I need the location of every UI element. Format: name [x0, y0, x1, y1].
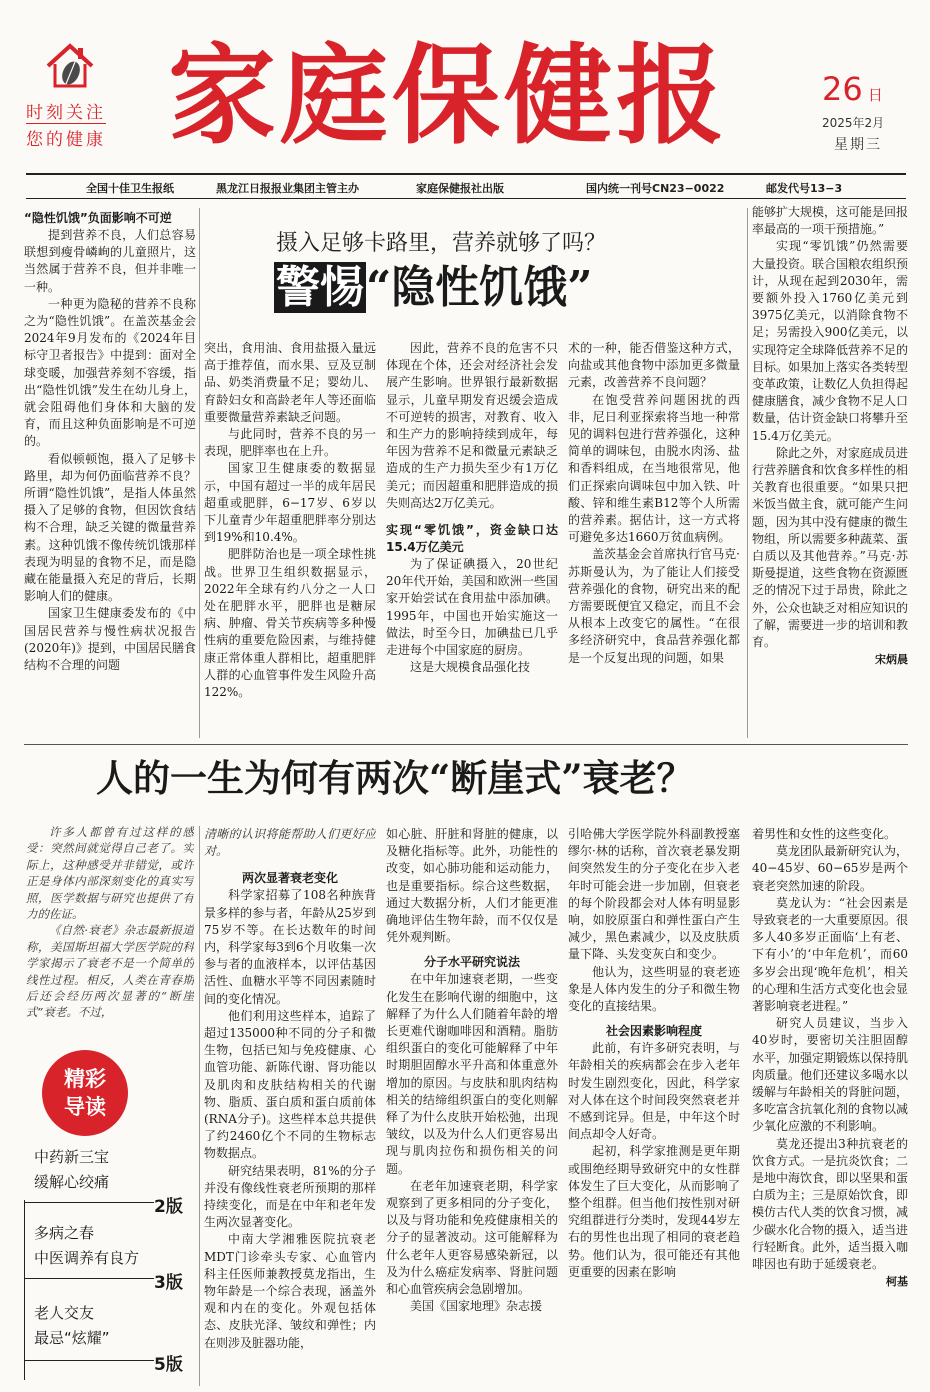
guide-item-title-1: 老人交友	[34, 1304, 95, 1322]
paragraph: 在中年加速衰老期，一些变化发生在影响代谢的细胞中，这解释了为什么人们随着年龄的增长更难代谢咖啡因和酒精。脂肪组织蛋白的变化可能解释了中年时期胆固醇水平升高和体重意外增加的原因。与皮肤和肌肉结构相关的结缔组织蛋白的变化则解释了为什么皮肤开始松弛，出现皱纹，以及为什么人们更容易出现与肌肉拉伤和损伤相关的问题。	[386, 972, 558, 1176]
paragraph: 引哈佛大学医学院外科副教授塞缪尔·林的话称，首次衰老暴发期间突然发生的分子变化在步入老年时可能会进一步加剧，但衰老的每个阶段都会对人体有明显影响，如胶原蛋白和弹性蛋白产生减少，黑色素减少，以及皮肤质量下降、头发变灰白和变少。	[568, 827, 740, 962]
guide-item[interactable]	[24, 1300, 196, 1384]
column-rule	[199, 826, 200, 1386]
paragraph: 中南大学湘雅医院抗衰老MDT门诊牵头专家、心血管内科主任医师兼教授莫龙指出，生物年龄是一个综合表现，涵盖外观和内在的变化。外观包括体态、皮肤光泽、皱纹和弹性；内在则涉及脏器功能，	[204, 1232, 376, 1350]
paragraph: 研究结果表明，81%的分子并没有像线性衰老所预期的那样持续变化，而是在中年和老年发生两次显著变化。	[204, 1163, 376, 1230]
house-leaf-logo-icon	[44, 40, 96, 92]
guide-item-title-1: 多病之春	[34, 1224, 95, 1242]
guide-badge-line-1: 精彩	[64, 1067, 106, 1091]
paragraph: 因此，营养不良的危害不只体现在个体，还会对经济社会发展产生影响。世界银行最新数据显示，儿童早期发育迟缓会造成不可逆转的损害，对教育、收入和生产力的影响持续到成年，每年因为营养不足和微量元素缺乏造成的生产力损失至少有1万亿美元；而因超重和肥胖造成的损失则高达2万亿美元。	[386, 341, 558, 510]
issue-weekday: 星期三	[834, 137, 882, 153]
paragraph: 在老年加速衰老期，科学家观察到了更多相同的分子变化，以及与肾功能和免疫健康相关的分子的显著波动。这可能解释为什么老年人更容易感染新冠，以及为什么癌症发病率、肾脏问题和心血管疾病会急剧增加。	[386, 1178, 558, 1297]
article1-column-5	[752, 204, 908, 734]
masthead	[0, 0, 930, 170]
guide-badge	[42, 1050, 128, 1136]
paragraph: 在饱受营养问题困扰的西非，尼日利亚探索将当地一种常见的调料包进行营养强化，这种简单的调味包，由脱水肉汤、盐和香料组成，在当地很常见，他们正探索向调味包中加入铁、叶酸、锌和维生素B12等个人所需的营养素。据估计，这一方式将可避免多达1660万贫血病例。	[568, 392, 740, 545]
lead-paragraph: 许多人都曾有过这样的感受：突然间就觉得自己老了。实际上，这种感受并非错觉，或许正是身体内部深刻变化的真实写照，医学数据与研究也提供了有力的佐证。	[26, 825, 194, 922]
masthead-title: 家庭保健报	[168, 33, 729, 159]
headline-box-word: 警惕	[276, 262, 364, 313]
column-rule	[199, 208, 200, 738]
article2-lead	[26, 824, 194, 1072]
issue-year-month: 2025年2月	[822, 116, 885, 130]
guide-item-title-2: 缓解心绞痛	[34, 1173, 110, 1191]
info-item-5: 邮发代号13−3	[766, 182, 843, 195]
paragraph: 实现“零饥饿”仍然需要大量投资。联合国粮农组织预计，从现在起到2030年，需要额外投入1760亿美元到3975亿美元，以消除食物不足；另需投入900亿美元，以实现符定全球降低营养不足的目标。如果加上落实各类转型变革政策，让数亿人负担得起健康膳食，减少食物不足人口数量，估计资金缺口将攀升至15.4万亿美元。	[752, 239, 908, 443]
paragraph: 美国《国家地理》杂志援	[410, 1299, 543, 1314]
paragraph: 术的一种，能否借鉴这种方式，向盐或其他食物中添加更多微量元素，改善营养不良问题？	[568, 341, 740, 390]
paragraph: 研究人员建议，当步入40岁时，要密切关注胆固醇水平，加强定期锻炼以保持肌肉质量。他们还建议多喝水以缓解与年龄相关的肾脏问题，多吃富含抗氧化剂的食物以减少氧化应激的不利影响。	[752, 1016, 908, 1134]
article1-author: 宋炳晨	[875, 653, 908, 667]
article1-column-4	[568, 340, 740, 740]
paragraph: 起初，科学家推测是更年期或围绝经期导致研究中的女性群体发生了巨大变化，从而影响了整个组群。但当他们按性别对研究组群进行分类时，发现44岁左右的男性也出现了相同的衰老趋势。他们认为，很可能还有其他更重要的因素在影响	[568, 1144, 740, 1279]
info-bar	[26, 177, 906, 197]
article1-column-3	[386, 340, 558, 740]
slogan-line-1: 时刻关注	[26, 98, 106, 124]
paragraph: 莫龙还提出3种抗衰老的饮食方式。一是抗炎饮食；二是地中海饮食，即以坚果和蛋白质为主；三是原始饮食，即模仿古代人类的饮食习惯，减少碳水化合物的摄入，适当进行轻断食。此外，适当摄入咖啡因也有助于延缓衰老。	[752, 1136, 908, 1272]
article1-headline	[274, 258, 593, 318]
paragraph: 着男性和女性的这些变化。	[752, 827, 897, 841]
article2-subhead-1: 两次显著衰老变化	[241, 871, 338, 886]
article1-column-1	[24, 208, 196, 734]
paragraph: 这是大规模食品强化技	[410, 660, 531, 675]
issue-day-number: 26	[822, 70, 863, 108]
paragraph: 提到营养不良，人们总容易联想到瘦骨嶙峋的儿童照片，这当然属于营养不良，但并非唯一一种。	[24, 228, 196, 294]
guide-box-left-rule	[24, 1200, 25, 1380]
article2-subhead-3: 社会因素影响程度	[605, 1024, 702, 1039]
paragraph: 一种更为隐秘的营养不良称之为“隐性饥饿”。在盖茨基金会2024年9月发布的《2024年目标守卫者报告》中提到：面对全球变暖，加强营养刻不容缓，指出“隐性饥饿”发生在幼儿身上，就会阻碍他们身体和大脑的发育，而且这种负面影响是不可逆的。	[24, 296, 196, 449]
paragraph: 为了保证碘摄入，20世纪20年代开始，美国和欧洲一些国家开始尝试在食用盐中添加碘。1995年，中国也开始实施这一做法，时至今日，加碘盐已几乎走进每个中国家庭的厨房。	[386, 557, 558, 658]
paragraph: 莫龙团队最新研究认为，40−45岁、60−65岁是两个衰老突然加速的阶段。	[752, 844, 908, 893]
guide-item[interactable]	[24, 1222, 196, 1300]
guide-badge-line-2: 导读	[64, 1095, 106, 1119]
article2-column-3	[386, 826, 558, 1388]
article2-column-5	[752, 826, 908, 1388]
paragraph: 肥胖防治也是一项全球性挑战。世界卫生组织数据显示，2022年全球有约八分之一人口处在肥胖水平，肥胖也是糖尿病、肿瘤、骨关节疾病等多种慢性病的重要危险因素，与维持健康正常体重人群相比，超重肥胖人群的心血管事件发生风险升高122%。	[204, 547, 376, 700]
guide-item-title-1: 中药新三宝	[34, 1148, 110, 1166]
article1-subhead-2: 实现“零饥饿”，资金缺口达15.4万亿美元	[386, 523, 558, 555]
article1-subhead-1: “隐性饥饿”负面影响不可逆	[24, 211, 172, 225]
info-item-4: 国内统一刊号CN23−0022	[586, 182, 725, 195]
article2-column-2	[204, 826, 376, 1388]
info-bar-rule-bottom	[26, 198, 906, 199]
article2-subhead-2: 分子水平研究说法	[423, 955, 520, 970]
issue-day	[822, 70, 883, 108]
guide-item-rule	[24, 1360, 154, 1361]
lead-paragraph: 清晰的认识将能帮助人们更好应对。	[204, 827, 376, 859]
article2-headline: 人的一生为何有两次“断崖式”衰老？	[96, 756, 694, 800]
info-bar-rule-top	[26, 173, 906, 175]
guide-item-rule	[24, 1202, 154, 1203]
paragraph: 此前，有许多研究表明，与年龄相关的疾病都会在步入老年时发生剧烈变化，因此，科学家对人体在这个时间段突然衰老并不感到诧异。但是，中年这个时间点却令人好奇。	[568, 1041, 740, 1142]
paragraph: 突出，食用油、食用盐摄入量远高于推荐值，而水果、豆及豆制品、奶类消费量不足；婴幼儿、育龄妇女和高龄老年人等还面临重要微量营养素缺乏问题。	[204, 341, 376, 424]
guide-item-page: 3版	[154, 1273, 183, 1293]
paragraph: 科学家招募了108名种族背景多样的参与者，年龄从25岁到75岁不等。在长达数年的时间内，科学家每3到6个月收集一次参与者的血液样本，以评估基因活性、血糖水平等不同因素随时间的变化情况。	[204, 888, 376, 1006]
slogan-line-2: 您的健康	[26, 130, 106, 150]
paragraph: 如心脏、肝脏和肾脏的健康，以及糖化指标等。此外，功能性的改变，如心肺功能和运动能力，也是重要指标。综合这些数据，通过大数据分析，人们才能更准确地评估生物年龄，而不仅仅是凭外观判断。	[386, 827, 558, 945]
guide-box	[24, 1050, 196, 1388]
paragraph: 能够扩大规模，这可能是回报率最高的一项干预措施。”	[752, 205, 908, 237]
article1-kicker: 摄入足够卡路里，营养就够了吗？	[276, 231, 607, 256]
guide-item-page: 2版	[154, 1197, 183, 1217]
lead-paragraph: 《自然·衰老》杂志最新报道称，美国斯坦福大学医学院的科学家揭示了衰老不是一个简单的线性过程。相反，人类在青春期后还会经历两次显著的“断崖式”衰老。不过，	[26, 923, 194, 1020]
paragraph: 除此之外，对家庭成员进行营养膳食和饮食多样性的相关教育也很重要。“如果只把米饭当做主食，就可能产生问题，因为其中没有健康的微生物组，所以需要多种蔬菜、蛋白质以及其他营养。”马克·苏斯曼提道，这些食物在资源匮乏的情况下过于昂贵，除此之外，公众也缺乏对相应知识的了解，需要进一步的培训和教育。	[752, 445, 908, 650]
info-item-2: 黑龙江日报报业集团主管主办	[216, 182, 359, 195]
paragraph: 他认为，这些明显的衰老迹象是人体内发生的分子和微生物变化的直接结果。	[568, 964, 740, 1014]
guide-item-page: 5版	[154, 1355, 183, 1375]
paragraph: 国家卫生健康委的数据显示，中国有超过一半的成年居民超重或肥胖，6−17岁、6岁以下儿童青少年超重肥胖率分别达到19%和10.4%。	[204, 461, 376, 545]
info-item-3: 家庭保健报社出版	[416, 182, 504, 195]
guide-item-title-2: 最忌“炫耀”	[34, 1329, 110, 1347]
paragraph: 与此同时，营养不良的另一表现，肥胖率也在上升。	[204, 427, 376, 459]
article2-column-4	[568, 826, 740, 1388]
info-item-1: 全国十佳卫生报纸	[86, 182, 174, 195]
article1-column-2	[204, 340, 376, 734]
guide-item[interactable]	[24, 1142, 196, 1220]
guide-item-title-2: 中医调养有良方	[34, 1249, 140, 1267]
paragraph: 盖茨基金会首席执行官马克·苏斯曼认为，为了能让人们接受营养强化的食物，研究出来的配方需要既便宜又稳定，而且不会从根本上改变它的属性。“在很多经济研究中，食品营养强化都是一个反复出现的问题，如果	[568, 547, 740, 665]
paragraph: 国家卫生健康委发布的《中国居民营养与慢性病状况报告(2020年)》提到，中国居民膳食结构不合理的问题	[24, 606, 196, 673]
paragraph: 看似顿顿饱，摄入了足够卡路里，却为何仍面临营养不良？所谓“隐性饥饿”，是指人体虽然摄入了足够的食物，但因饮食结构不合理，缺乏关键的微量营养素。这种饥饿不像传统饥饿那样表现为明显的食物不足，而是隐藏在能量摄入充足的背后，长期影响人们的健康。	[24, 451, 196, 604]
paragraph: 莫龙认为：“社会因素是导致衰老的一大重要原因。很多人40多岁正面临‘上有老、下有小’的‘中年危机’，而60多岁会出现‘晚年危机’，相关的心理和生活方式变化也会显著影响衰老进程。”	[752, 895, 908, 1014]
issue-day-unit: 日	[867, 86, 883, 104]
column-rule	[747, 208, 748, 738]
article2-author: 柯基	[886, 1275, 908, 1289]
paragraph: 他们利用这些样本，追踪了超过135000种不同的分子和微生物，包括已知与免疫健康、心血管功能、新陈代谢、肾功能以及肌肉和皮肤结构相关的代谢物、脂质、蛋白质和蛋白质前体(RNA分子)。这些样本总共提供了约2460亿个不同的生物标志物数据点。	[204, 1008, 376, 1161]
section-divider	[24, 744, 908, 745]
guide-item-rule	[24, 1278, 154, 1279]
headline-rest: “隐性饥饿”	[366, 262, 593, 313]
